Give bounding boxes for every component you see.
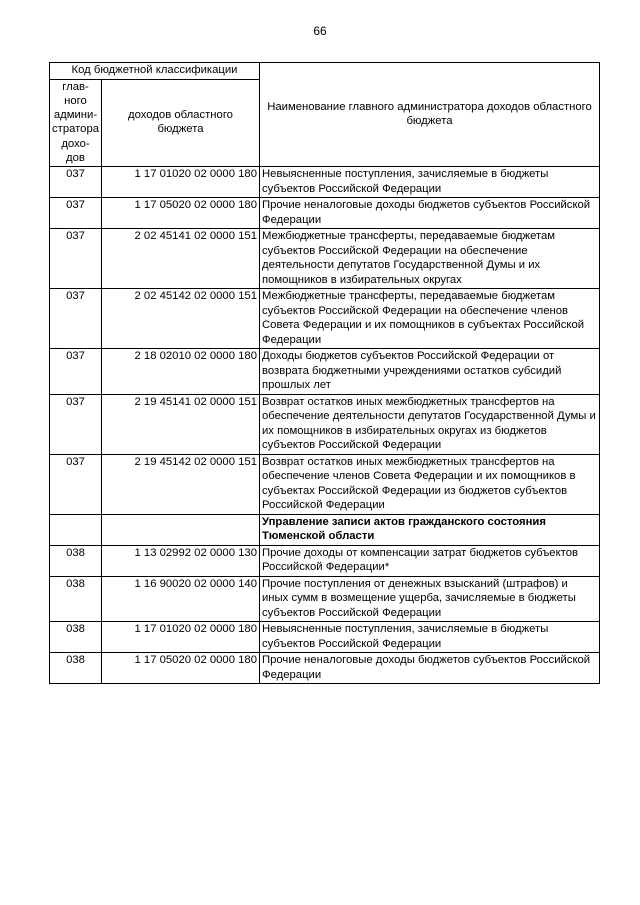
budget-classification-table (49, 62, 600, 684)
admin-code-cell: 037 (50, 229, 102, 289)
header-budget-classification: Код бюджетной классификации (50, 63, 260, 80)
admin-code-cell: 038 (50, 622, 102, 653)
admin-code-cell: 037 (50, 349, 102, 395)
revenue-code-cell: 2 18 02010 02 0000 180 (102, 349, 260, 395)
header-admin-line: стратора (52, 123, 100, 136)
header-admin-line: ного (64, 94, 87, 107)
revenue-code-cell (102, 514, 260, 545)
header-main-administrator (50, 79, 102, 167)
admin-code-cell: 037 (50, 289, 102, 349)
table-row (50, 289, 600, 349)
header-admin-line: дов (66, 151, 85, 164)
header-admin-lines (52, 80, 99, 166)
table-row (50, 653, 600, 684)
revenue-code-cell: 2 02 45142 02 0000 151 (102, 289, 260, 349)
admin-code-cell: 037 (50, 198, 102, 229)
header-admin-line: дохо- (61, 137, 90, 150)
revenue-code-cell: 1 17 05020 02 0000 180 (102, 198, 260, 229)
revenue-name-cell: Прочие поступления от денежных взысканий (штрафов) и иных сумм в возмещение ущерба, зачисляемые в бюджеты субъектов Российской Федерации (260, 576, 600, 622)
header-revenue-code: доходов областного бюджета (102, 79, 260, 167)
revenue-code-cell: 1 13 02992 02 0000 130 (102, 545, 260, 576)
revenue-name-cell: Возврат остатков иных межбюджетных трансфертов на обеспечение членов Совета Федерации и их помощников в субъектах Российской Федерации из бюджетов субъектов Российской Федерации (260, 454, 600, 514)
revenue-code-cell: 1 17 05020 02 0000 180 (102, 653, 260, 684)
revenue-code-cell: 1 16 90020 02 0000 140 (102, 576, 260, 622)
header-admin-line: админи- (53, 109, 98, 122)
table-row (50, 394, 600, 454)
table-row (50, 576, 600, 622)
admin-code-cell: 038 (50, 576, 102, 622)
admin-code-cell (50, 514, 102, 545)
revenue-name-cell: Невыясненные поступления, зачисляемые в бюджеты субъектов Российской Федерации (260, 622, 600, 653)
revenue-name-cell: Невыясненные поступления, зачисляемые в бюджеты субъектов Российской Федерации (260, 167, 600, 198)
table-row (50, 454, 600, 514)
header-administrator-name: Наименование главного администратора доходов областного бюджета (260, 63, 600, 167)
revenue-name-cell: Межбюджетные трансферты, передаваемые бюджетам субъектов Российской Федерации на обеспечение членов Совета Федерации и их помощников в субъектах Российской Федерации (260, 289, 600, 349)
revenue-code-cell: 1 17 01020 02 0000 180 (102, 167, 260, 198)
section-row (50, 514, 600, 545)
table-row (50, 349, 600, 395)
revenue-name-cell: Прочие неналоговые доходы бюджетов субъектов Российской Федерации (260, 653, 600, 684)
revenue-code-cell: 1 17 01020 02 0000 180 (102, 622, 260, 653)
header-admin-line: глав- (62, 80, 89, 93)
revenue-code-cell: 2 02 45141 02 0000 151 (102, 229, 260, 289)
revenue-name-cell: Доходы бюджетов субъектов Российской Федерации от возврата бюджетными учреждениями остатков субсидий прошлых лет (260, 349, 600, 395)
table-row (50, 622, 600, 653)
admin-code-cell: 038 (50, 653, 102, 684)
admin-code-cell: 037 (50, 454, 102, 514)
table-row (50, 167, 600, 198)
revenue-name-cell: Межбюджетные трансферты, передаваемые бюджетам субъектов Российской Федерации на обеспечение деятельности депутатов Государственной Думы и их помощников в избирательных округах (260, 229, 600, 289)
revenue-code-cell: 2 19 45142 02 0000 151 (102, 454, 260, 514)
revenue-name-cell: Возврат остатков иных межбюджетных трансфертов на обеспечение деятельности депутатов Государственной Думы и их помощников в избирательных округах из бюджетов субъектов Российской Федерации (260, 394, 600, 454)
admin-code-cell: 037 (50, 394, 102, 454)
table-row (50, 198, 600, 229)
revenue-name-cell: Управление записи актов гражданского состояния Тюменской области (260, 514, 600, 545)
table-row (50, 545, 600, 576)
admin-code-cell: 037 (50, 167, 102, 198)
revenue-name-cell: Прочие доходы от компенсации затрат бюджетов субъектов Российской Федерации* (260, 545, 600, 576)
table-row (50, 229, 600, 289)
revenue-code-cell: 2 19 45141 02 0000 151 (102, 394, 260, 454)
admin-code-cell: 038 (50, 545, 102, 576)
page-number: 66 (313, 24, 327, 38)
revenue-name-cell: Прочие неналоговые доходы бюджетов субъектов Российской Федерации (260, 198, 600, 229)
